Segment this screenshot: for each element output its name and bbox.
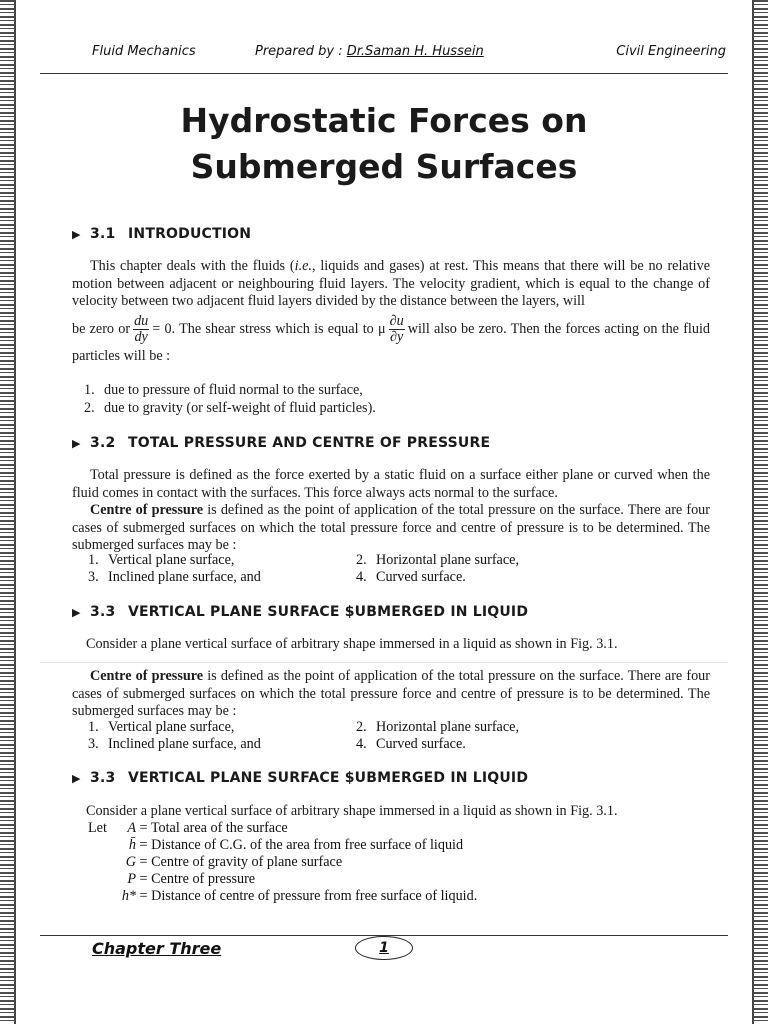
centre-of-pressure-paragraph: Centre of pressure is defined as the point of application of the total pressure on the surface. There are four cases of submerged surfaces on which the total pressure force and centre of pressure is to be determined. The submerged surfaces may be : [72, 502, 710, 553]
page-title [0, 98, 768, 190]
intro-paragraph-1: This chapter deals with the fluids (i.e., liquids and gases) at rest. This means that there will be no relative motion between adjacent or neighbouring fluid layers. The velocity gradient, which is equal to the change of velocity between two adjacent fluid layers divided by the distance between the layers, will [72, 258, 710, 309]
section-title: TOTAL PRESSURE AND CENTRE OF PRESSURE [128, 435, 491, 451]
section-number: 3.2 [90, 435, 116, 451]
vertical-plane-paragraph: Consider a plane vertical surface of arbitrary shape immersed in a liquid as shown in Fig. 3.1. [86, 636, 618, 652]
header-rule [40, 73, 728, 74]
header-prepared-by [255, 44, 484, 59]
footer-chapter: Chapter Three [92, 939, 222, 958]
section-3-3-heading-repeat [72, 770, 528, 786]
surface-cases-list-repeat [88, 719, 708, 753]
scan-divider [40, 662, 728, 663]
section-3-1-heading [72, 226, 251, 242]
intro-force-list [84, 382, 376, 417]
intro-paragraph-2: be zero or $\frac{du}{dy}$ = 0. The shear stress which is equal to μ $\frac{\partial u}{\partial y}$ will also be zero. Then the forces acting on the fluid particles will be : [72, 313, 710, 364]
section-number: 3.1 [90, 226, 116, 242]
list-item: 3. Inclined plane surface, and 4. Curved surface. [88, 569, 466, 585]
definition-row: G = Centre of gravity of plane surface [125, 854, 343, 870]
centre-of-pressure-paragraph-repeat: Centre of pressure is defined as the point of application of the total pressure on the surface. There are four cases of submerged surfaces on which the total pressure force and centre of pressure is to be determined. The submerged surfaces may be : [72, 668, 710, 719]
total-pressure-paragraph: Total pressure is defined as the force exerted by a static fluid on a surface either plane or curved when the fluid comes in contact with the surfaces. This force always acts normal to the surface. [72, 467, 710, 501]
definition-row: Let A = Total area of the surface [88, 820, 288, 836]
list-item: 1. Vertical plane surface, 2. Horizontal plane surface, [88, 552, 519, 568]
vertical-plane-paragraph-repeat: Consider a plane vertical surface of arbitrary shape immersed in a liquid as shown in Fig. 3.1. [86, 803, 618, 819]
title-line-2: Submerged Surfaces [190, 147, 578, 186]
bullet-arrow-icon: ▶ [72, 437, 81, 450]
list-item: 1. Vertical plane surface, 2. Horizontal plane surface, [88, 719, 519, 735]
list-item: 1. due to pressure of fluid normal to the surface, [84, 382, 363, 398]
definition-row: h* = Distance of centre of pressure from free surface of liquid. [121, 888, 478, 904]
fraction-partial-du-dy: $\frac{\partial u}{\partial y}$ [389, 313, 404, 345]
surface-cases-list [88, 552, 708, 586]
bullet-arrow-icon: ▶ [72, 228, 81, 241]
list-item: 2. due to gravity (or self-weight of fluid particles). [84, 399, 376, 416]
title-line-1: Hydrostatic Forces on [180, 101, 588, 140]
list-item: 3. Inclined plane surface, and 4. Curved surface. [88, 736, 466, 752]
fraction-du-dy: $\frac{du}{dy}$ [134, 313, 149, 345]
section-title: INTRODUCTION [128, 226, 252, 242]
header-prepared-label: Prepared by : [255, 44, 343, 59]
section-3-2-heading [72, 435, 490, 451]
header-course: Fluid Mechanics [92, 44, 196, 59]
section-title: VERTICAL PLANE SURFACE $UBMERGED IN LIQUID [128, 604, 529, 620]
page-number: 1 [355, 936, 413, 960]
header-department: Civil Engineering [616, 44, 726, 59]
section-3-3-heading [72, 604, 528, 620]
page-header [40, 44, 728, 68]
section-number: 3.3 [90, 770, 116, 786]
definition-row: P = Centre of pressure [127, 871, 256, 887]
header-author: Dr.Saman H. Hussein [346, 44, 484, 59]
bullet-arrow-icon: ▶ [72, 772, 81, 785]
section-number: 3.3 [90, 604, 116, 620]
section-title: VERTICAL PLANE SURFACE $UBMERGED IN LIQUID [128, 770, 529, 786]
definition-row: h̄ = Distance of C.G. of the area from free surface of liquid [128, 837, 464, 853]
bullet-arrow-icon: ▶ [72, 606, 81, 619]
symbol-definitions [88, 820, 477, 905]
